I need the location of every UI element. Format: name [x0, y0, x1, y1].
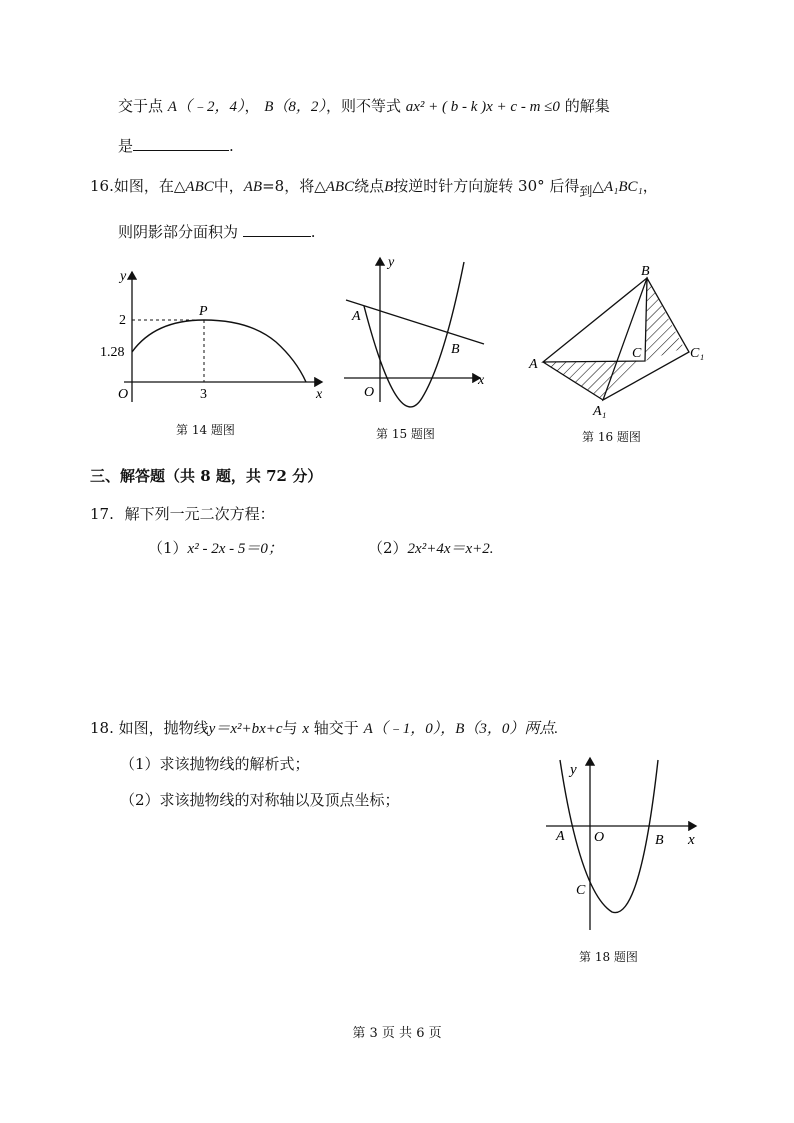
q17-line1: [90, 504, 275, 524]
fig14-caption: 第 14 题图: [176, 423, 235, 437]
q17-text: 解下列一元二次方程：: [124, 505, 275, 523]
q17-part2: [368, 538, 494, 559]
q16-text-b: 中，: [213, 177, 244, 195]
q17-p1-label: （1）: [148, 539, 188, 557]
q18-point-a: A（﹣1，0），: [363, 721, 456, 737]
q17-p1-eq: x² - 2x - 5＝0；: [187, 541, 283, 557]
fig15-parabola: [364, 262, 464, 407]
fig15-y-label: y: [388, 255, 395, 270]
fig16-figure: [527, 262, 727, 422]
fig14-origin: O: [118, 387, 129, 402]
q15-text-c: ，则不等式: [325, 97, 401, 115]
q16-answer-blank[interactable]: [243, 220, 311, 237]
fig16-a1-label: A₁: [593, 404, 607, 419]
q16-num: 16.: [90, 177, 114, 195]
fig14-p-label: P: [199, 304, 208, 319]
fig18-x-label: x: [688, 832, 695, 848]
fig15-caption: 第 15 题图: [376, 427, 435, 441]
fig16-caption: 第 16 题图: [582, 430, 641, 444]
q17-num: 17.: [90, 505, 114, 523]
fig16-c-label: C: [632, 346, 642, 361]
q18-x: x: [302, 721, 309, 737]
q17-part1: [148, 538, 283, 559]
q18-part2: （2）求该抛物线的对称轴以及顶点坐标；: [120, 791, 400, 809]
q18-text-a: 如图，抛物线: [118, 719, 209, 737]
q16-a1bc1: A₁BC₁: [603, 179, 643, 195]
q18-text-c: 轴交于: [313, 719, 359, 737]
fig18-y-label: y: [570, 762, 577, 778]
fig14-x-label: x: [316, 387, 323, 402]
fig18-parabola: [560, 760, 658, 913]
fig15-x-label: x: [478, 373, 485, 388]
fig15-line: [346, 300, 484, 344]
fig16-a-label: A: [529, 357, 538, 372]
page-footer: 第 3 页 共 6 页: [352, 1026, 442, 1041]
fig15-graph: [338, 252, 498, 412]
fig18-origin: O: [594, 830, 605, 845]
q16-line2-text: 则阴影部分面积为: [118, 223, 239, 241]
q15-point-a: A（﹣2，4）: [167, 99, 245, 115]
q15-line2-end: .: [229, 137, 234, 155]
fig15-b-label: B: [451, 342, 460, 357]
fig18-caption: 第 18 题图: [579, 950, 638, 964]
q16-tri: △: [592, 177, 604, 195]
q18-point-b: B（3，0）两点.: [455, 721, 559, 737]
q15-text-a: 交于点: [118, 97, 164, 115]
q15-inequality: ax² + ( b - k )x + c - m ≤0: [405, 99, 560, 115]
q15-line1: [118, 96, 610, 117]
fig15-a-label: A: [352, 309, 361, 324]
section3-title: 三、解答题（共 8 题，共 72 分）: [90, 467, 323, 485]
q16-abc-2: ABC: [325, 179, 355, 195]
fig16-c1-label: C₁: [690, 346, 705, 361]
q16-line1: [90, 176, 658, 198]
fig14-tick-3: 3: [200, 387, 207, 402]
fig16-b-label: B: [641, 264, 650, 279]
q16-comma: ，: [642, 177, 658, 195]
fig14-y-label: y: [120, 269, 127, 284]
fig14-curve: [132, 320, 306, 382]
fig14-graph: [100, 262, 340, 412]
fig18-c-label: C: [576, 883, 586, 898]
q15-line2-text: 是: [118, 137, 134, 155]
q15-answer-blank[interactable]: [133, 134, 229, 151]
q16-text-d: 绕点: [354, 177, 385, 195]
q18-eq: y＝x²+bx+c: [208, 721, 283, 737]
q16-line2: [118, 220, 316, 242]
q18-num: 18.: [90, 719, 114, 737]
q17-p2-eq: 2x²+4x＝x+2.: [407, 541, 494, 557]
fig18-b-label: B: [655, 833, 664, 848]
q18-part1: （1）求该抛物线的解析式；: [120, 755, 310, 773]
fig16-shaded-right: [645, 278, 684, 361]
q16-b: B: [384, 179, 394, 195]
q15-text-b: ，: [244, 97, 260, 115]
q17-p2-label: （2）: [368, 539, 408, 557]
fig15-origin: O: [364, 385, 375, 400]
q15-text-d: 的解集: [564, 97, 610, 115]
q16-abc: ABC: [185, 179, 214, 195]
fig14-tick-2: 2: [119, 313, 126, 328]
q15-line2: [118, 134, 234, 156]
q16-text-a: 如图，在△: [113, 177, 186, 195]
q16-ab: AB: [243, 179, 263, 195]
q16-text-e: 按逆时针方向旋转 30° 后得: [393, 177, 580, 195]
q16-text-c: =8，将△: [262, 177, 326, 195]
q16-to: 到: [579, 185, 593, 200]
fig18-graph: [540, 752, 710, 937]
fig18-a-label: A: [556, 829, 565, 844]
q18-text-b: 与: [282, 719, 298, 737]
q15-point-b: B（8，2）: [264, 99, 326, 115]
q16-line2-end: .: [310, 223, 316, 241]
fig14-tick-128: 1.28: [100, 345, 125, 360]
q18-line1: [90, 718, 558, 739]
